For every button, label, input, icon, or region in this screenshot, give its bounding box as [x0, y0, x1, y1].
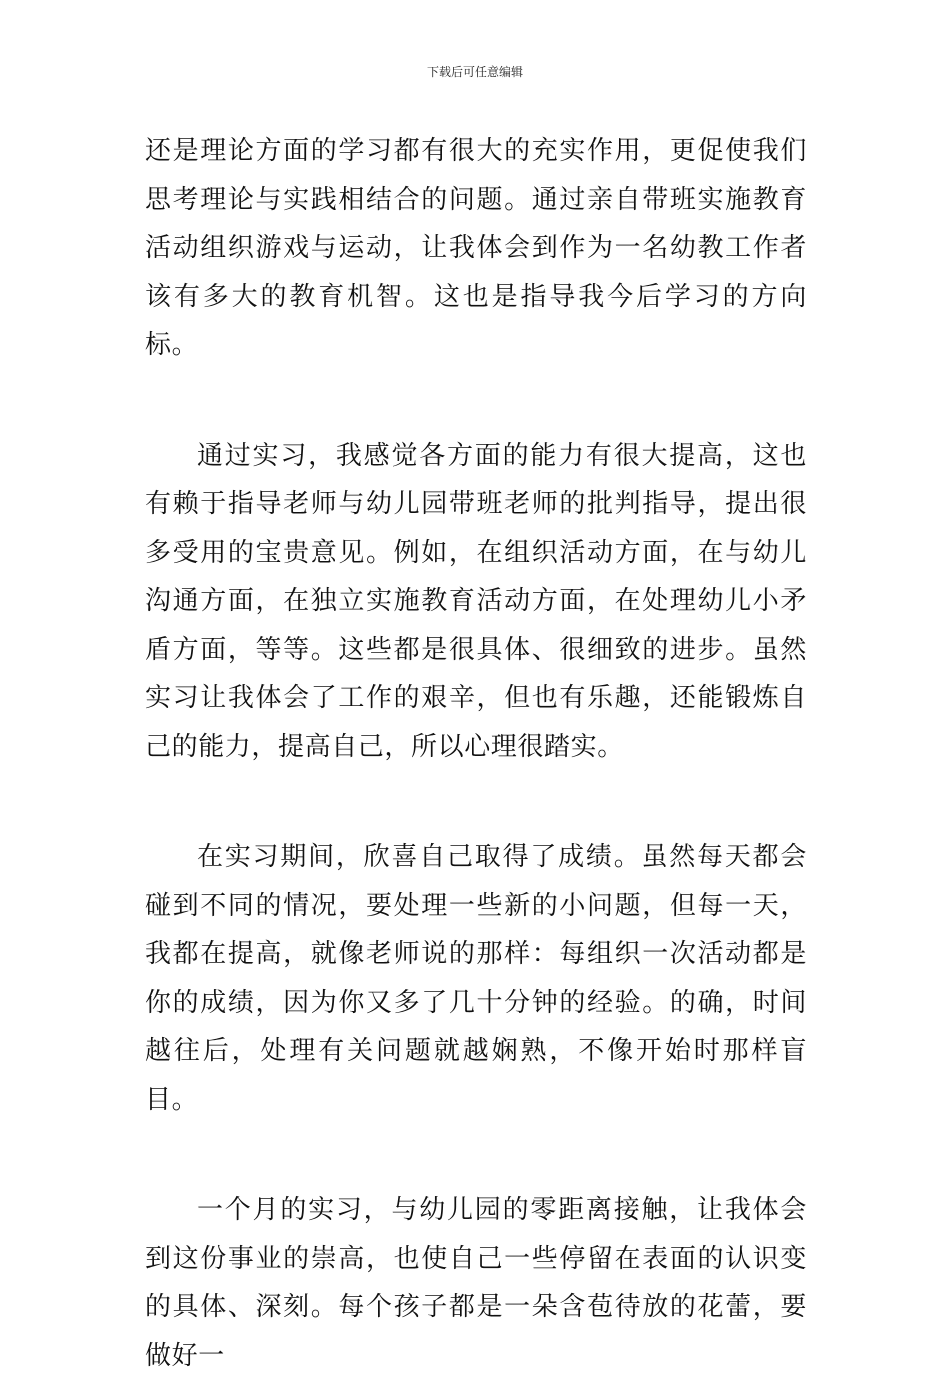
paragraph-abilities: 通过实习，我感觉各方面的能力有很大提高，这也有赖于指导老师与幼儿园带班老师的批判指导，提出很多受用的宝贵意见。例如，在组织活动方面，在与幼儿沟通方面，在独立实施教育活动方面，在处理幼儿小矛盾方面，等等。这些都是很具体、很细致的进步。虽然实习让我体会了工作的艰辛，但也有乐趣，还能锻炼自己的能力，提高自己，所以心理很踏实。	[145, 440, 807, 762]
page-header: 下载后可任意编辑	[426, 65, 523, 79]
paragraph-continued: 还是理论方面的学习都有很大的充实作用，更促使我们思考理论与实践相结合的问题。通过亲自带班实施教育活动组织游戏与运动，让我体会到作为一名幼教工作者该有多大的教育机智。这也是指导我今后学习的方向标。	[145, 136, 807, 360]
document-body	[145, 127, 807, 1380]
paragraph-achievements: 在实习期间，欣喜自己取得了成绩。虽然每天都会碰到不同的情况，要处理一些新的小问题，但每一天，我都在提高，就像老师说的那样：每组织一次活动都是你的成绩，因为你又多了几十分钟的经验。的确，时间越往后，处理有关问题就越娴熟，不像开始时那样盲目。	[145, 842, 807, 1115]
paragraph-one-month: 一个月的实习，与幼儿园的零距离接触，让我体会到这份事业的崇高，也使自己一些停留在表面的认识变的具体、深刻。每个孩子都是一朵含苞待放的花蕾，要做好一	[145, 1195, 807, 1371]
